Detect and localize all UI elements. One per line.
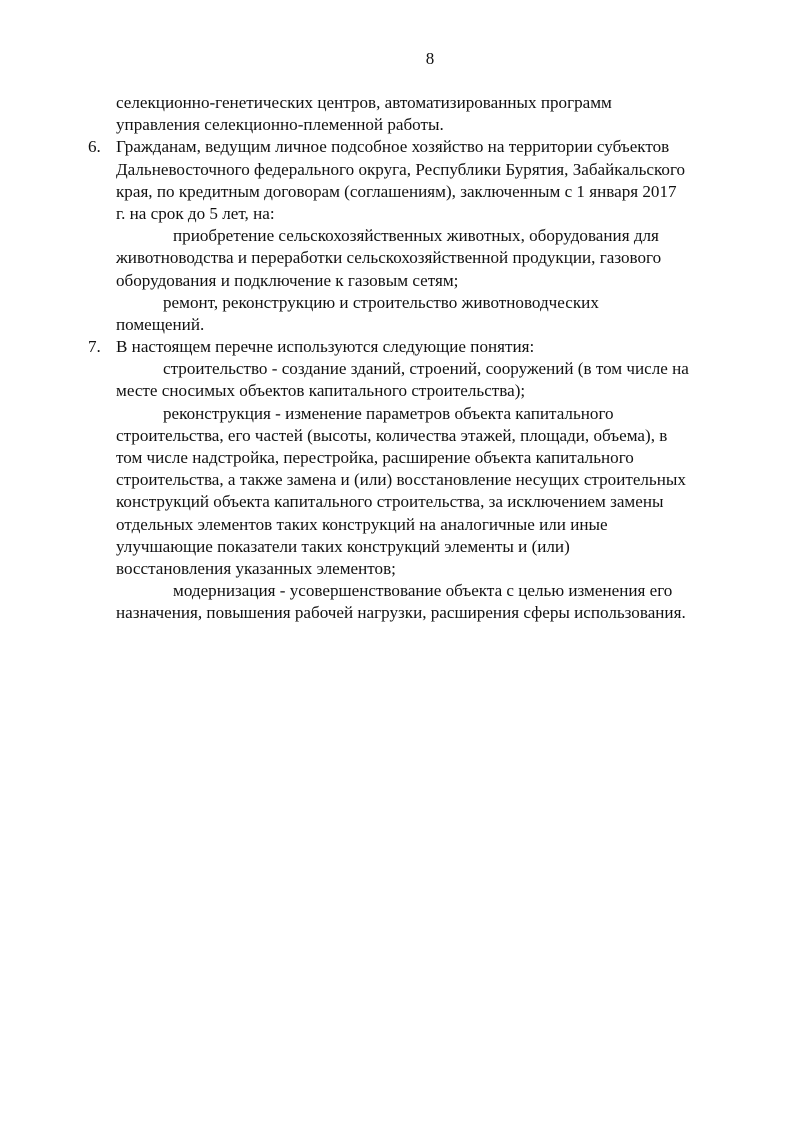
text-line: края, по кредитным договорам (соглашениям), заключенным с 1 января 2017: [116, 181, 677, 201]
text-line: восстановления указанных элементов;: [116, 558, 396, 578]
text-line: животноводства и переработки сельскохозяйственной продукции, газового: [116, 248, 662, 268]
text-line: том числе надстройка, перестройка, расширение объекта капитального: [116, 448, 634, 467]
text-line: реконструкция - изменение параметров объекта капитального: [163, 403, 614, 423]
text-line: селекционно-генетических центров, автоматизированных программ: [116, 93, 612, 112]
text-line: строительства, его частей (высоты, количества этажей, площади, объема), в: [116, 425, 668, 445]
text-line: В настоящем перечне используются следующие понятия:: [116, 337, 535, 357]
list-item-6: [88, 136, 766, 158]
document-body: [88, 92, 766, 625]
text-line: месте сносимых объектов капитального строительства);: [116, 381, 526, 401]
text-line: улучшающие показатели таких конструкций элементы и (или): [116, 536, 570, 556]
text-line: помещений.: [116, 314, 205, 334]
text-line: строительства, а также замена и (или) восстановление несущих строительных: [116, 470, 686, 490]
text-line: Гражданам, ведущим личное подсобное хозяйство на территории субъектов: [116, 137, 670, 157]
text-line: назначения, повышения рабочей нагрузки, расширения сферы использования.: [116, 603, 686, 623]
text-line: г. на срок до 5 лет, на:: [116, 203, 275, 223]
text-line: строительство - создание зданий, строений, сооружений (в том числе на: [163, 359, 689, 379]
list-number: 7.: [88, 337, 101, 357]
text-line: приобретение сельскохозяйственных животных, оборудования для: [173, 226, 659, 246]
text-line: управления селекционно-племенной работы.: [116, 115, 444, 135]
page-number: 8: [425, 49, 435, 68]
text-line: отдельных элементов таких конструкций на аналогичные или иные: [116, 514, 608, 534]
text-line: модернизация - усовершенствование объекта с целью изменения его: [173, 581, 673, 601]
text-line: оборудования и подключение к газовым сетям;: [116, 270, 459, 290]
text-line: конструкций объекта капитального строительства, за исключением замены: [116, 492, 664, 512]
text-line: ремонт, реконструкцию и строительство животноводческих: [163, 292, 599, 312]
text-line: Дальневосточного федерального округа, Республики Бурятия, Забайкальского: [116, 159, 686, 179]
list-item-7: [88, 336, 766, 358]
list-number: 6.: [88, 137, 101, 157]
